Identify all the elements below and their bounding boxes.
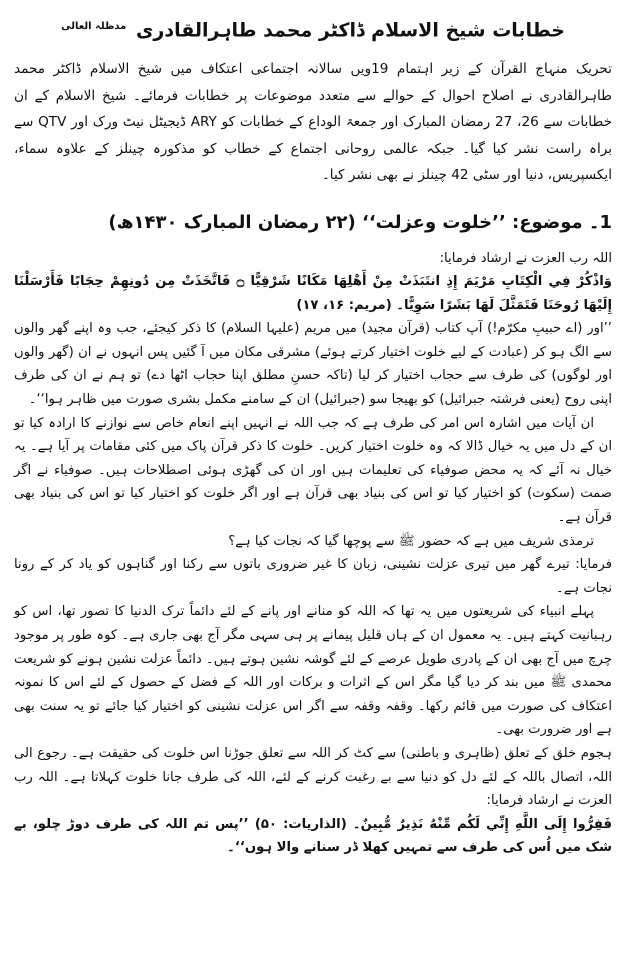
- quran-verse-maryam: وَاذْكُرْ فِي الْكِتَابِ مَرْيَمَ إِذِ انتَبَذَتْ مِنْ أَهْلِهَا مَكَانًا شَرْقِيًّا ۝ فَاتَّخَذَتْ مِن دُونِهِمْ حِجَابًا فَأَرْسَلْنَا إِلَيْهَا رُوحَنَا فَتَمَثَّلَ لَهَا بَشَرًا سَوِيًّا۔ (مریم: ۱۶، ۱۷): [14, 274, 613, 313]
- paragraph-tirmidhi: ترمذی شریف میں ہے کہ حضور ﷺ سے پوچھا گیا کہ نجات کیا ہے؟: [228, 533, 594, 549]
- quran-verse-dhariyat: فَفِرُّوا إِلَى اللَّهِ إِنِّي لَكُم مِّنْهُ نَذِيرٌ مُّبِينٌ۔ (الذاریات: ۵۰) ’’پس تم اللہ کی طرف دوڑ چلو، بے شک میں اُس کی طرف سے تمہیں کھلا ڈر سنانے والا ہوں‘‘۔: [14, 816, 612, 856]
- document-page: [0, 10, 626, 860]
- paragraph-farmaya: فرمایا: تیرے گھر میں تیری عزلت نشینی، زبان کا غیر ضروری باتوں سے رکنا اور گناہوں کو یاد کر کے رونا نجات ہے۔: [14, 557, 612, 596]
- paragraph-hujoom: ہجوم خلق کے تعلق (ظاہری و باطنی) سے کٹ کر اللہ سے تعلق جوڑنا اس خلوت کی حقیقت ہے۔ رجوع الی اللہ، اتصال باللہ کے لئے دل کو دنیا سے بے رغبت کرنے کے لئے، اللہ کی طرف جانا خلوت کہلاتا ہے۔ اللہ رب العزت نے ارشاد فرمایا:: [14, 745, 612, 809]
- section-heading: 1۔ موضوع: ’’خلوت وعزلت‘‘ (۲۲ رمضان المبارک ۱۴۳۰ھ): [108, 211, 612, 233]
- paragraph-anbiya: پہلے انبیاء کی شریعتوں میں یہ تھا کہ اللہ کو منانے اور پانے کے لئے دائماً ترک الدنیا کا تصور تھا، اس کو رہبانیت کہتے ہیں۔ یہ معمول ان کے ہاں قلیل پیمانے پر ہی سہی مگر آج بھی جاری ہے۔ کوہ طور پر موجود چرچ میں آج بھی ان کے پادری طویل عرصے کے لئے گوشہ نشین ہوتے ہیں۔ دائماً عزلت نشین ہونے کو شریعت محمدی ﷺ میں بند کر دیا گیا مگر اس کے اثرات و برکات اور اللہ کے فضل کے حصول کے لئے اس کا نمونہ اعتکاف کی صورت میں قائم رکھا۔ وقفہ وقفہ سے اگر اس عزلت نشینی کو اختیار کیا جائے تو یہ سنت بھی ہے اور ضرورت بھی۔: [14, 604, 612, 738]
- paragraph-commentary: ان آیات میں اشارہ اس امر کی طرف ہے کہ جب اللہ نے انہیں اپنے انعام خاص سے نوازنے کا ارادہ کیا تو ان کے دل میں یہ خیال ڈالا کہ وہ خلوت اختیار کریں۔ خلوت کا ذکر قرآن پاک میں کئی مقامات پر آیا ہے۔ یہ خیال نہ آئے کہ یہ محض صوفیاء کی تعلیمات ہیں اور ان کی گھڑی ہوئی اصطلاحات ہیں۔ صوفیاء نے اگر صمت (سکوت) کو اختیار کیا تو اس کی بنیاد بھی قرآن ہے اور اگر خلوت کو اختیار کیا تو اس کی بنیاد بھی قرآن ہے۔: [14, 415, 612, 526]
- document-title: [14, 10, 612, 44]
- paragraph-translation: ’’اور (اے حبیبِ مکرّم!) آپ کتاب (قرآن مجید) میں مریم (علیہا السلام) کا ذکر کیجئے، جب وہ اپنے گھر والوں سے الگ ہو کر (عبادت کے لیے خلوت اختیار کرتے ہوئے) مشرقی مکان میں آ گئیں پس انہوں نے ان (گھر والوں اور لوگوں) کی طرف سے حجاب اختیار کر لیا (تاکہ حسنِ مطلق اپنا حجاب اٹھا دے) تو ہم نے ان کی طرف اپنی روح (یعنی فرشتہ جبرائیل) کو بھیجا سو (جبرائیل) ان کے سامنے مکمل بشری صورت میں ظاہر ہوا‘‘۔: [14, 321, 612, 408]
- section-body: [14, 247, 612, 860]
- paragraph-intro-quote: اللہ رب العزت نے ارشاد فرمایا:: [439, 250, 612, 266]
- title-honorific: مدظلہ العالی: [61, 21, 127, 32]
- title-text: خطابات شیخ الاسلام ڈاکٹر محمد طاہرالقادری: [135, 19, 565, 42]
- intro-paragraph: تحریک منہاج القرآن کے زیر اہتمام 19ویں سالانہ اجتماعی اعتکاف میں شیخ الاسلام ڈاکٹر محمد طاہرالقادری نے اصلاح احوال کے حوالے سے متعدد موضوعات پر خطابات فرمائے۔ شیخ الاسلام کے ان خطابات سے 26، 27 رمضان المبارک اور جمعۃ الوداع کے خطابات کو ARY ڈیجیٹل نیٹ ورک اور QTV سے براہ راست نشر کیا گیا۔ جبکہ عالمی روحانی اجتماع کے خطاب کو مذکورہ چینلز کے علاوہ سماء، ایکسپریس، دنیا اور سٹی 42 چینلز نے بھی نشر کیا۔: [14, 61, 613, 183]
